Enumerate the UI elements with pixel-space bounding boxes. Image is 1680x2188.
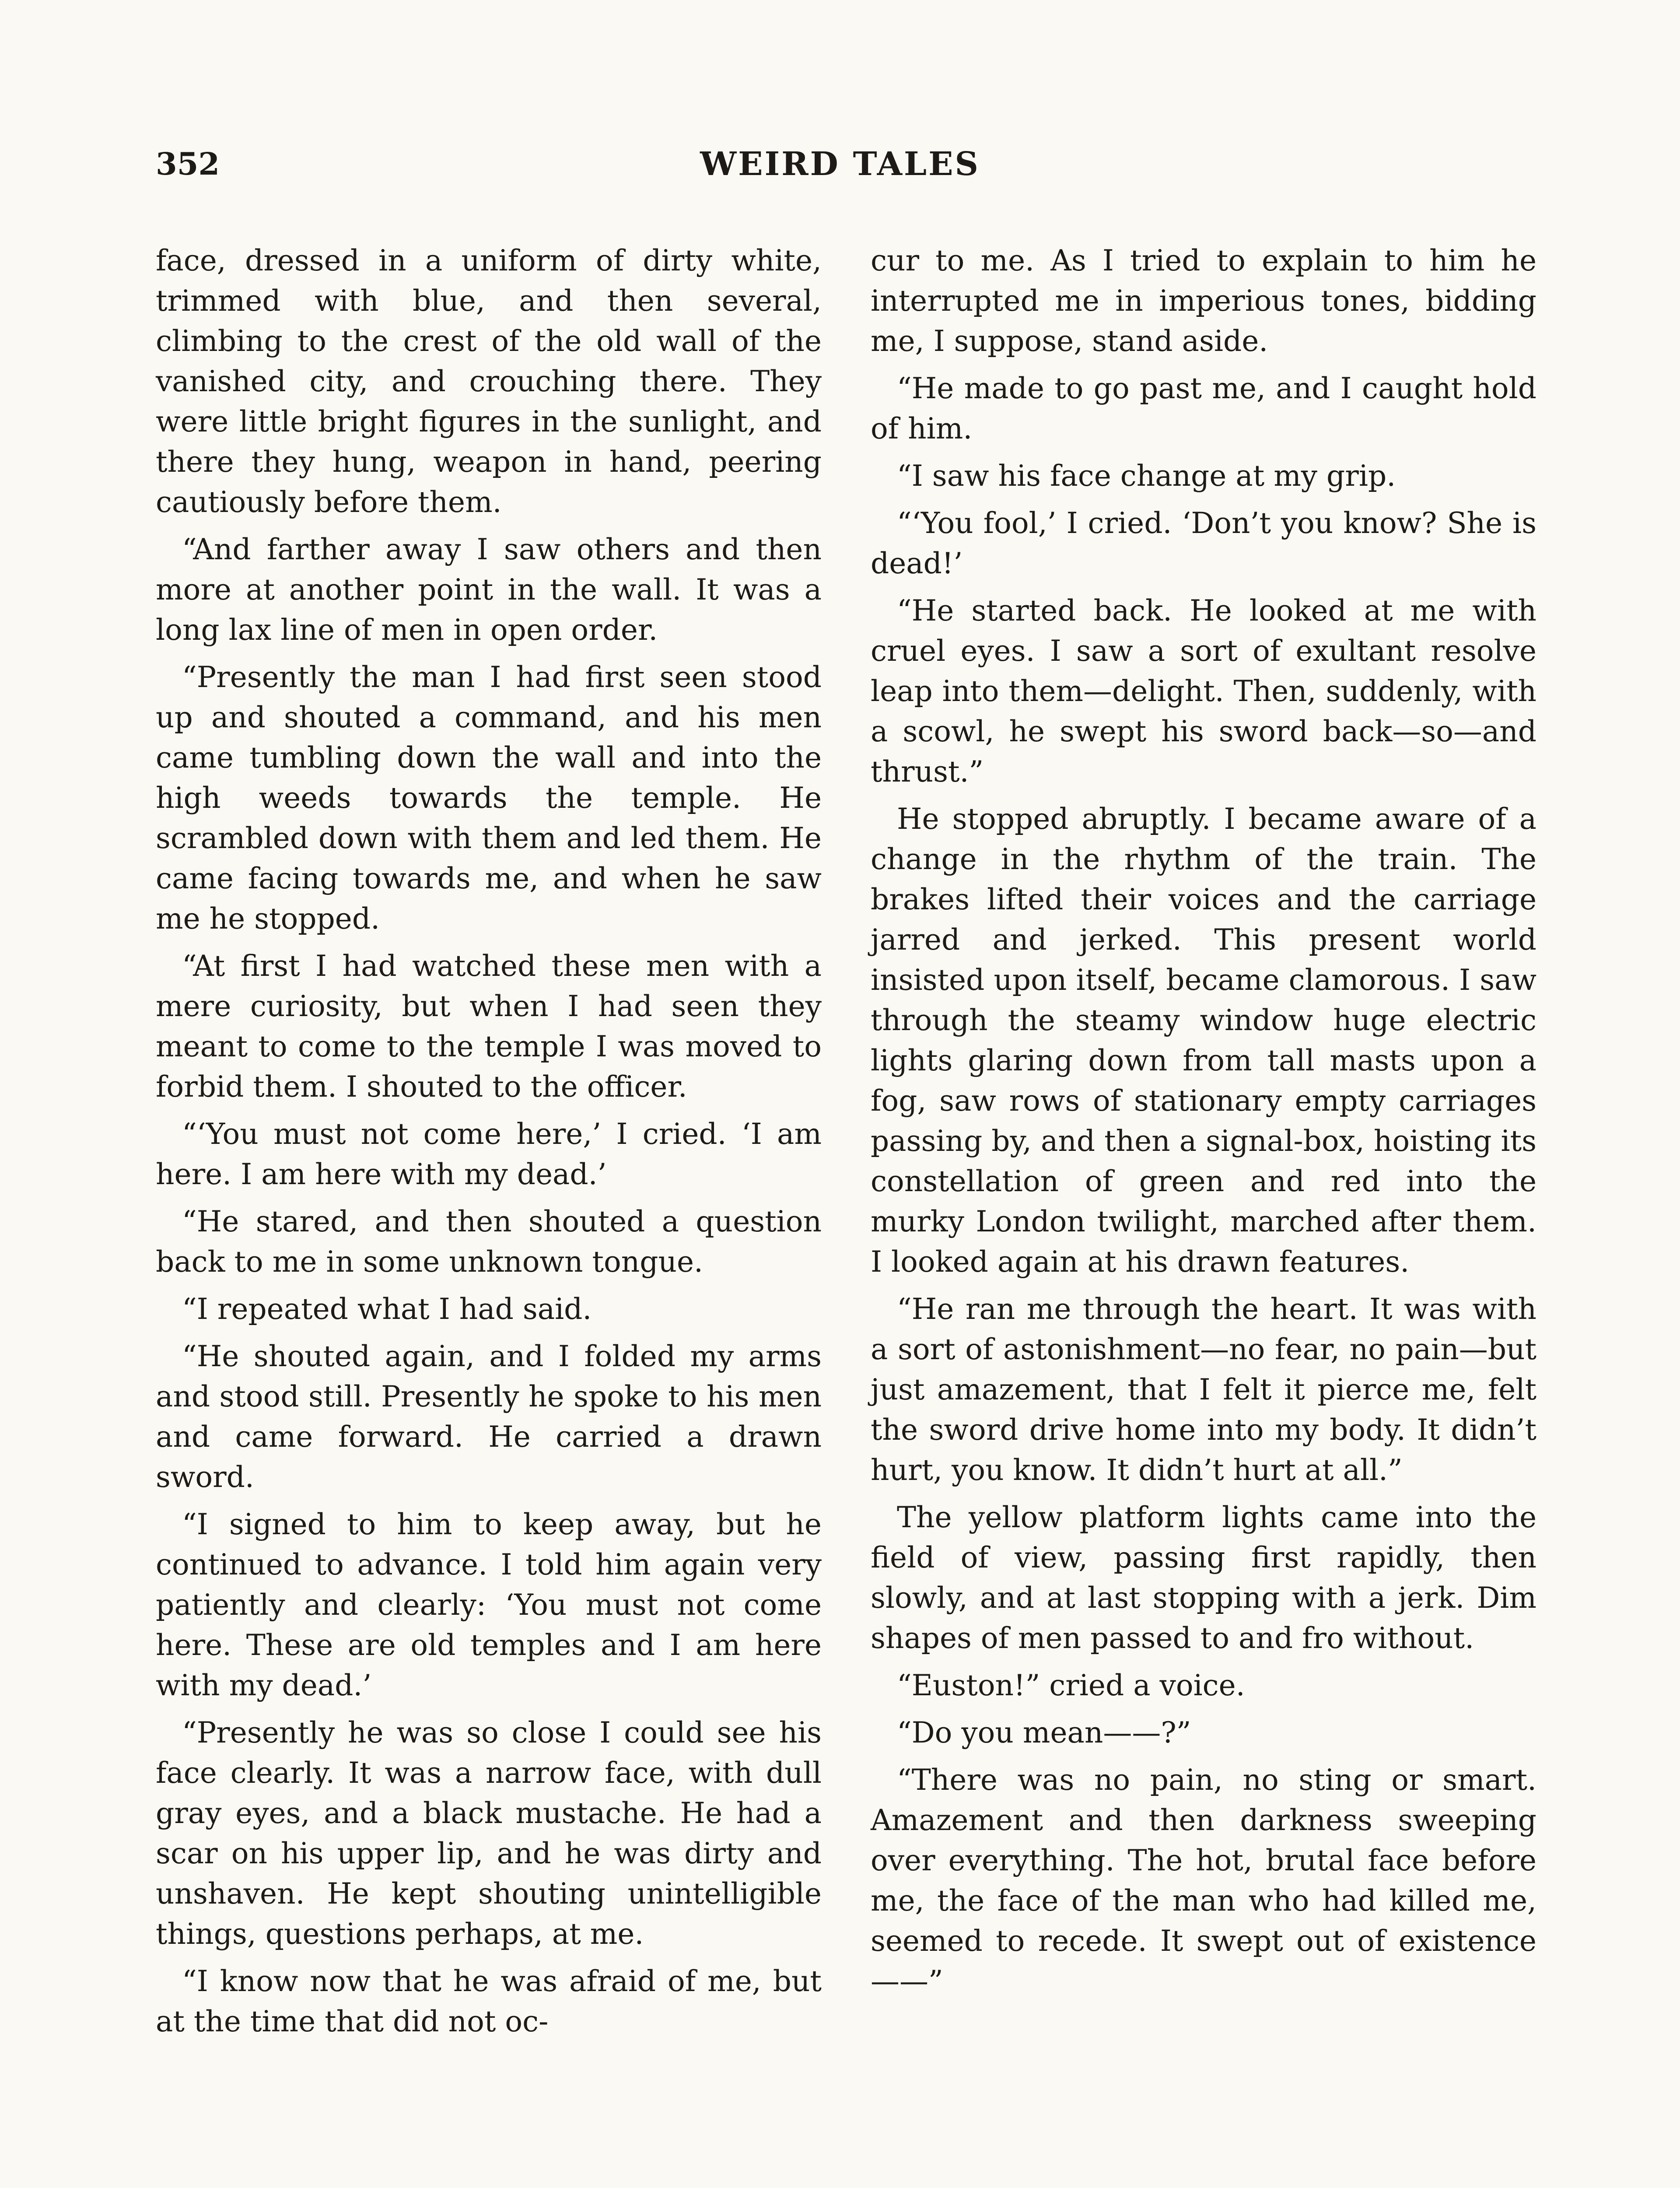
page-header	[156, 142, 1524, 186]
paragraph: “Presently he was so close I could see his face clearly. It was a narrow face, with dull gray eyes, and a black mustache. He had a scar on his upper lip, and he was dirty and unshaven. He kept shouting unintelligible things, questions perhaps, at me.	[156, 1716, 822, 1951]
paragraph: He stopped abruptly. I became aware of a change in the rhythm of the train. The brakes lifted their voices and the carriage jarred and jerked. This present world insisted upon itself, became clamorous. I saw through the steamy window huge electric lights glaring down from tall masts upon a fog, saw rows of stationary empty carriages passing by, and then a signal-box, hoisting its constellation of green and red into the murky London twilight, marched after them. I looked again at his drawn features.	[871, 802, 1536, 1279]
paragraph: “Euston!” cried a voice.	[897, 1669, 1245, 1702]
paragraph: “Presently the man I had first seen stood up and shouted a command, and his men came tumbling down the wall and into the high weeds towards the temple. He scrambled down with them and led them. He came facing towards me, and when he saw me he stopped.	[156, 660, 822, 936]
paragraph: “At first I had watched these men with a mere curiosity, but when I had seen they meant to come to the temple I was moved to forbid them. I shouted to the officer.	[156, 949, 822, 1104]
paragraph: “‘You fool,’ I cried. ‘Don’t you know? She is dead!’	[871, 506, 1536, 580]
page-number: 352	[156, 146, 220, 182]
paragraph: “‘You must not come here,’ I cried. ‘I am here. I am here with my dead.’	[156, 1117, 822, 1191]
paragraph: face, dressed in a uniform of dirty white, trimmed with blue, and then several, climbing to the crest of the old wall of the vanished city, and crouching there. They were little bright figures in the sunlight, and there they hung, weapon in hand, peering cautiously before them.	[156, 244, 822, 519]
left-column	[156, 241, 822, 2049]
right-column	[871, 241, 1536, 2009]
paragraph: “I know now that he was afraid of me, but at the time that did not oc-	[156, 1964, 822, 2038]
paragraph: “He stared, and then shouted a question back to me in some unknown tongue.	[156, 1205, 822, 1279]
paragraph: “Do you mean——?”	[897, 1716, 1191, 1750]
paragraph: “I repeated what I had said.	[182, 1292, 592, 1326]
paragraph: “There was no pain, no sting or smart. Amazement and then darkness sweeping over everything. The hot, brutal face before me, the face of the man who had killed me, seemed to recede. It swept out of existence ——”	[871, 1763, 1536, 1998]
paragraph: “He made to go past me, and I caught hold of him.	[871, 372, 1536, 445]
paragraph: “And farther away I saw others and then more at another point in the wall. It was a long lax line of men in open order.	[156, 533, 822, 647]
paragraph: “I signed to him to keep away, but he continued to advance. I told him again very patiently and clearly: ‘You must not come here. These are old temples and I am here with my dead.’	[156, 1508, 822, 1702]
paragraph: “He ran me through the heart. It was with a sort of astonishment—no fear, no pain—but just amazement, that I felt it pierce me, felt the sword drive home into my body. It didn’t hurt, you know. It didn’t hurt at all.”	[871, 1292, 1536, 1487]
paragraph: “He started back. He looked at me with cruel eyes. I saw a sort of exultant resolve leap into them—delight. Then, suddenly, with a scowl, he swept his sword back—so—and thrust.”	[871, 594, 1536, 789]
paragraph: cur to me. As I tried to explain to him he interrupted me in imperious tones, bidding me, I suppose, stand aside.	[871, 244, 1536, 358]
paragraph: The yellow platform lights came into the field of view, passing first rapidly, then slowly, and at last stopping with a jerk. Dim shapes of men passed to and fro without.	[871, 1501, 1536, 1655]
paragraph: “He shouted again, and I folded my arms and stood still. Presently he spoke to his men and came forward. He carried a drawn sword.	[156, 1339, 822, 1494]
paragraph: “I saw his face change at my grip.	[897, 459, 1396, 493]
running-title: WEIRD TALES	[700, 145, 980, 183]
